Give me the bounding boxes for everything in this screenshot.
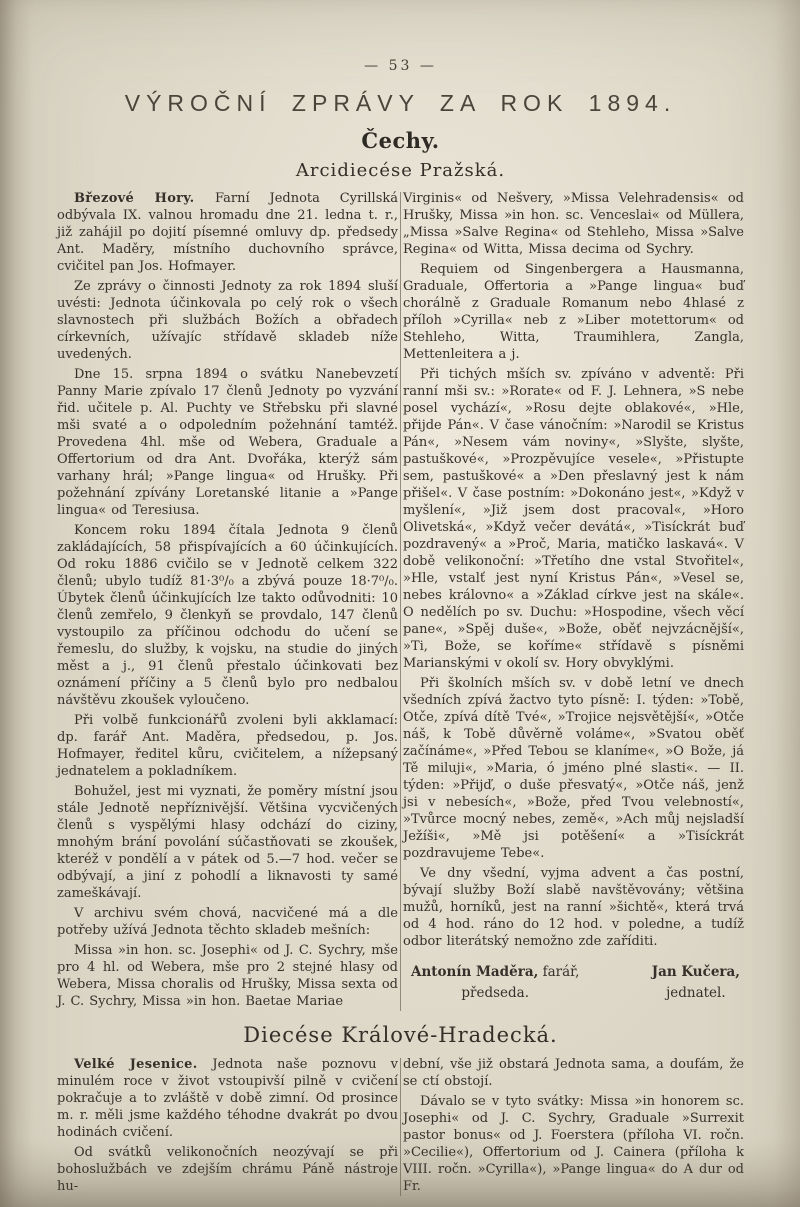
paragraph-text: Při školních mších sv. v době letní ve dnech všedních zpívá žactvo tyto písně: I. týden: »Tobě, Otče, zpívá dítě Tvé«, »Trojice nejsvětější«, »Otče náš, k Tobě důvěrně voláme«, »Svatou oběť začínáme«, »Před Tebou se klaníme«, »O Bože, já Tě miluji«, »Maria, ó jméno plné slasti«. — II. týden: »Přijď, o duše přesvatý«, »Otče náš, jenž jsi v nebesích«, »Bože, před Tvou velebností«, »Tvůrce mocný nebes, země«, »Ach můj nejsladší Ježíši«, »Mě jsi potěšení« a »Tisíckrát pozdravujeme Tebe«. — [403, 676, 744, 861]
signature-left-role: předseda. — [461, 985, 530, 1001]
paragraph — [403, 1056, 744, 1090]
paragraph-lead: Březové Hory. — [74, 191, 216, 206]
diocese2-right-column — [403, 1056, 744, 1198]
signature-right-role: jednatel. — [666, 985, 726, 1001]
diocese1-right-paragraphs — [403, 190, 744, 950]
paragraph-text: Jednota naše poznovu v minulém roce v život vstoupivší pilně v cvičení pokračuje a to zvláště v době zimní. Od prosince m. r. měli jsme každého téhodne dvakrát po dvou hodinách cvičení. — [57, 1057, 398, 1140]
paragraph — [57, 905, 398, 939]
diocese1-columns — [57, 190, 744, 1013]
region-heading: Čechy. — [361, 128, 440, 153]
paragraph-text: Dávalo se v tyto svátky: Missa »in honorem sc. Josephi« od J. C. Sychry, Graduale »Surrexit pastor bonus« od J. Foerstera (příloha VI. ročn. »Cecilie«), Offertorium od J. Cainera (příloha k VIII. ročn. »Cyrilla«), »Pange lingua« do A dur od Fr. — [403, 1094, 744, 1194]
paragraph-text: Ze zprávy o činnosti Jednoty za rok 1894 sluší uvésti: Jednota účinkovala po celý rok o všech slavnostech při službách Božích a obřadech církevních, užívajíc střídavě skladeb níže uvedených. — [57, 279, 398, 362]
diocese2-columns — [57, 1056, 744, 1198]
paragraph — [403, 865, 744, 950]
paragraph-text: Při volbě funkcionářů zvoleni byli akklamací: dp. farář Ant. Maděra, předsedou, p. Jos. Hofmayer, ředitel kůru, cvičitelem, a nížepsaný jednatelem a pokladníkem. — [57, 713, 398, 779]
paragraph-text: dební, vše již obstará Jednota sama, a doufám, že se ctí obstojí. — [403, 1057, 744, 1089]
paragraph-text: Koncem roku 1894 čítala Jednota 9 členů zakládajících, 58 přispívajících a 60 účinkujících. Od roku 1886 cvičilo se v Jednotě celkem 322 členů; ubylo tudíž 81·3⁰/₀ a zbývá pouze 18·7⁰/₀. Úbytek členů účinkujících lze takto odůvodniti: 10 členů zemřelo, 9 členkyň se provdalo, 147 členů vystoupilo za příčinou odchodu do učení se řemeslu, do služby, k vojsku, na studie do jiných měst a j., 91 členů přestalo účinkovati bez oznámení příčiny a 5 členů bylo pro nedbalou návštěvu zkoušek vyloučeno. — [57, 523, 398, 708]
paragraph — [57, 190, 398, 275]
paragraph-text: V archivu svém chová, nacvičené má a dle potřeby užívá Jednota těchto skladeb mešních: — [57, 906, 398, 938]
paragraph-text: Dne 15. srpna 1894 o svátku Nanebevzetí Panny Marie zpívalo 17 členů Jednoty po vyzvání řid. učitele p. Al. Puchty ve Střebsku při slavné mši svaté a o odpoledním požehnání tamtéž. Provedena 4hl. mše od Webera, Graduale a Offertorium od dra Ant. Dvořáka, kterýž sám varhany hrál; »Pange lingua« od Hrušky. Při požehnání zpívány Loretanské litanie a »Pange lingua« od Teresiusa. — [57, 367, 398, 518]
signature-left-name: Antonín Maděra, — [411, 964, 539, 980]
column-divider — [400, 192, 401, 1011]
column-divider — [400, 1058, 401, 1196]
paragraph — [403, 675, 744, 862]
diocese2-left-column — [57, 1056, 398, 1198]
paragraph-text: Při tichých mších sv. zpíváno v adventě: Při ranní mši sv.: »Rorate« od F. J. Lehnera, »S nebe posel vychází«, »Rosu dejte oblakové«, »Hle, přijde Pán«. V čase vánočním: »Narodil se Kristus Pán«, »Nesem vám noviny«, »Slyšte, slyšte, pastuškové«, »Prozpěvujíce vesele«, »Přistupte sem, pastuškové« a »Den přeslavný jest k nám přišel«. V čase postním: »Dokonáno jest«, »Když v myšlení«, »Již jsem dost pracoval«, »Horo Olivetská«, »Když večer devátá«, »Tisíckrát buď pozdravený« a »Proč, Maria, matičko laskavá«. V době velikonoční: »Třetího dne vstal Stvořitel«, »Hle, vstalť jest nyní Kristus Pán«, »Vesel se, nebes královno« a »Základ církve jest na skále«. O nedělích po sv. Duchu: »Hospodine, všech věcí pane«, »Spěj duše«, »Bože, oběť nejvzácnější«, »Ti, Bože, se koříme« střídavě s písněmi Marianskými v okolí sv. Hory obvyklými. — [403, 367, 744, 671]
paragraph-text: Requiem od Singenbergera a Hausmanna, Graduale, Offertoria a »Pange lingua« buď chorálně z Graduale Romanum nebo 4hlasé z příloh »Cyrilla« neb z »Liber motettorum« od Stehleho, Witta, Traumihlera, Zangla, Mettenleitera a j. — [403, 262, 744, 362]
paragraph-text: Bohužel, jest mi vyznati, že poměry místní jsou stále Jednotě nepříznivější. Většina vycvičených členů s vyspělými hlasy odchází do ciziny, mnohým brání povolání súčastňovati se zkoušek, kteréž v pondělí a v pátek od 5.—7 hod. večer se odbývají, a jiní z pohodlí a liknavosti ty samé zameškávají. — [57, 784, 398, 901]
paragraph — [57, 278, 398, 363]
paragraph — [57, 522, 398, 709]
signature-right — [652, 962, 740, 1004]
signature-left-title: farář, — [542, 964, 580, 980]
paragraph — [57, 366, 398, 519]
signature-left-line1 — [411, 962, 579, 983]
paragraph — [403, 366, 744, 672]
page-title: VÝROČNÍ ZPRÁVY ZA ROK 1894. — [124, 90, 677, 116]
paragraph — [57, 1056, 398, 1141]
diocese2-heading: Diecése Králové-Hradecká. — [243, 1023, 558, 1047]
signature-left — [411, 962, 579, 1004]
signature-block — [411, 962, 740, 1004]
paragraph — [403, 261, 744, 363]
paragraph-text: Farní Jednota Cyrillská odbývala IX. valnou hromadu dne 21. ledna t. r., již zahájil po dojití písemné omluvy dp. předsedy Ant. Maděry, místního duchovního správce, cvičitel pan Jos. Hofmayer. — [57, 191, 398, 274]
signature-right-name: Jan Kučera, — [651, 964, 740, 980]
paragraph-text: Missa »in hon. sc. Josephi« od J. C. Sychry, mše pro 4 hl. od Webera, mše pro 2 stejné hlasy od Webera, Missa choralis od Hrušky, Missa sexta od J. C. Sychry, Missa »in hon. Baetae Mariae — [57, 943, 398, 1009]
diocese1-right-column — [403, 190, 744, 1013]
paragraph-text: Virginis« od Nešvery, »Missa Velehradensis« od Hrušky, Missa »in hon. sc. Venceslai« od Müllera, „Missa »Salve Regina« od Stehleho, Missa »Salve Regina« od Witta, Missa decima od Sychry. — [403, 191, 744, 257]
paragraph — [57, 783, 398, 902]
diocese1-left-column — [57, 190, 398, 1013]
paragraph — [403, 190, 744, 258]
paragraph-lead: Velké Jesenice. — [74, 1057, 213, 1072]
paragraph — [57, 942, 398, 1010]
diocese1-heading: Arcidiecése Pražská. — [295, 160, 506, 181]
paragraph — [57, 712, 398, 780]
page-number: — 53 — — [364, 58, 437, 74]
paragraph — [403, 1093, 744, 1195]
paragraph — [57, 1144, 398, 1195]
paragraph-text: Ve dny všední, vyjma advent a čas postní, bývají služby Boží slabě navštěvovány; většina mužů, horníků, jest na ranní »šichtě«, která trvá od 4 hod. ráno do 12 hod. v poledne, a tudíž odbor literátský nemožno zde zaříditi. — [403, 866, 744, 949]
paragraph-text: Od svátků velikonočních neozývají se při bohoslužbách ve zdejším chrámu Páně nástroje hu- — [57, 1145, 398, 1194]
